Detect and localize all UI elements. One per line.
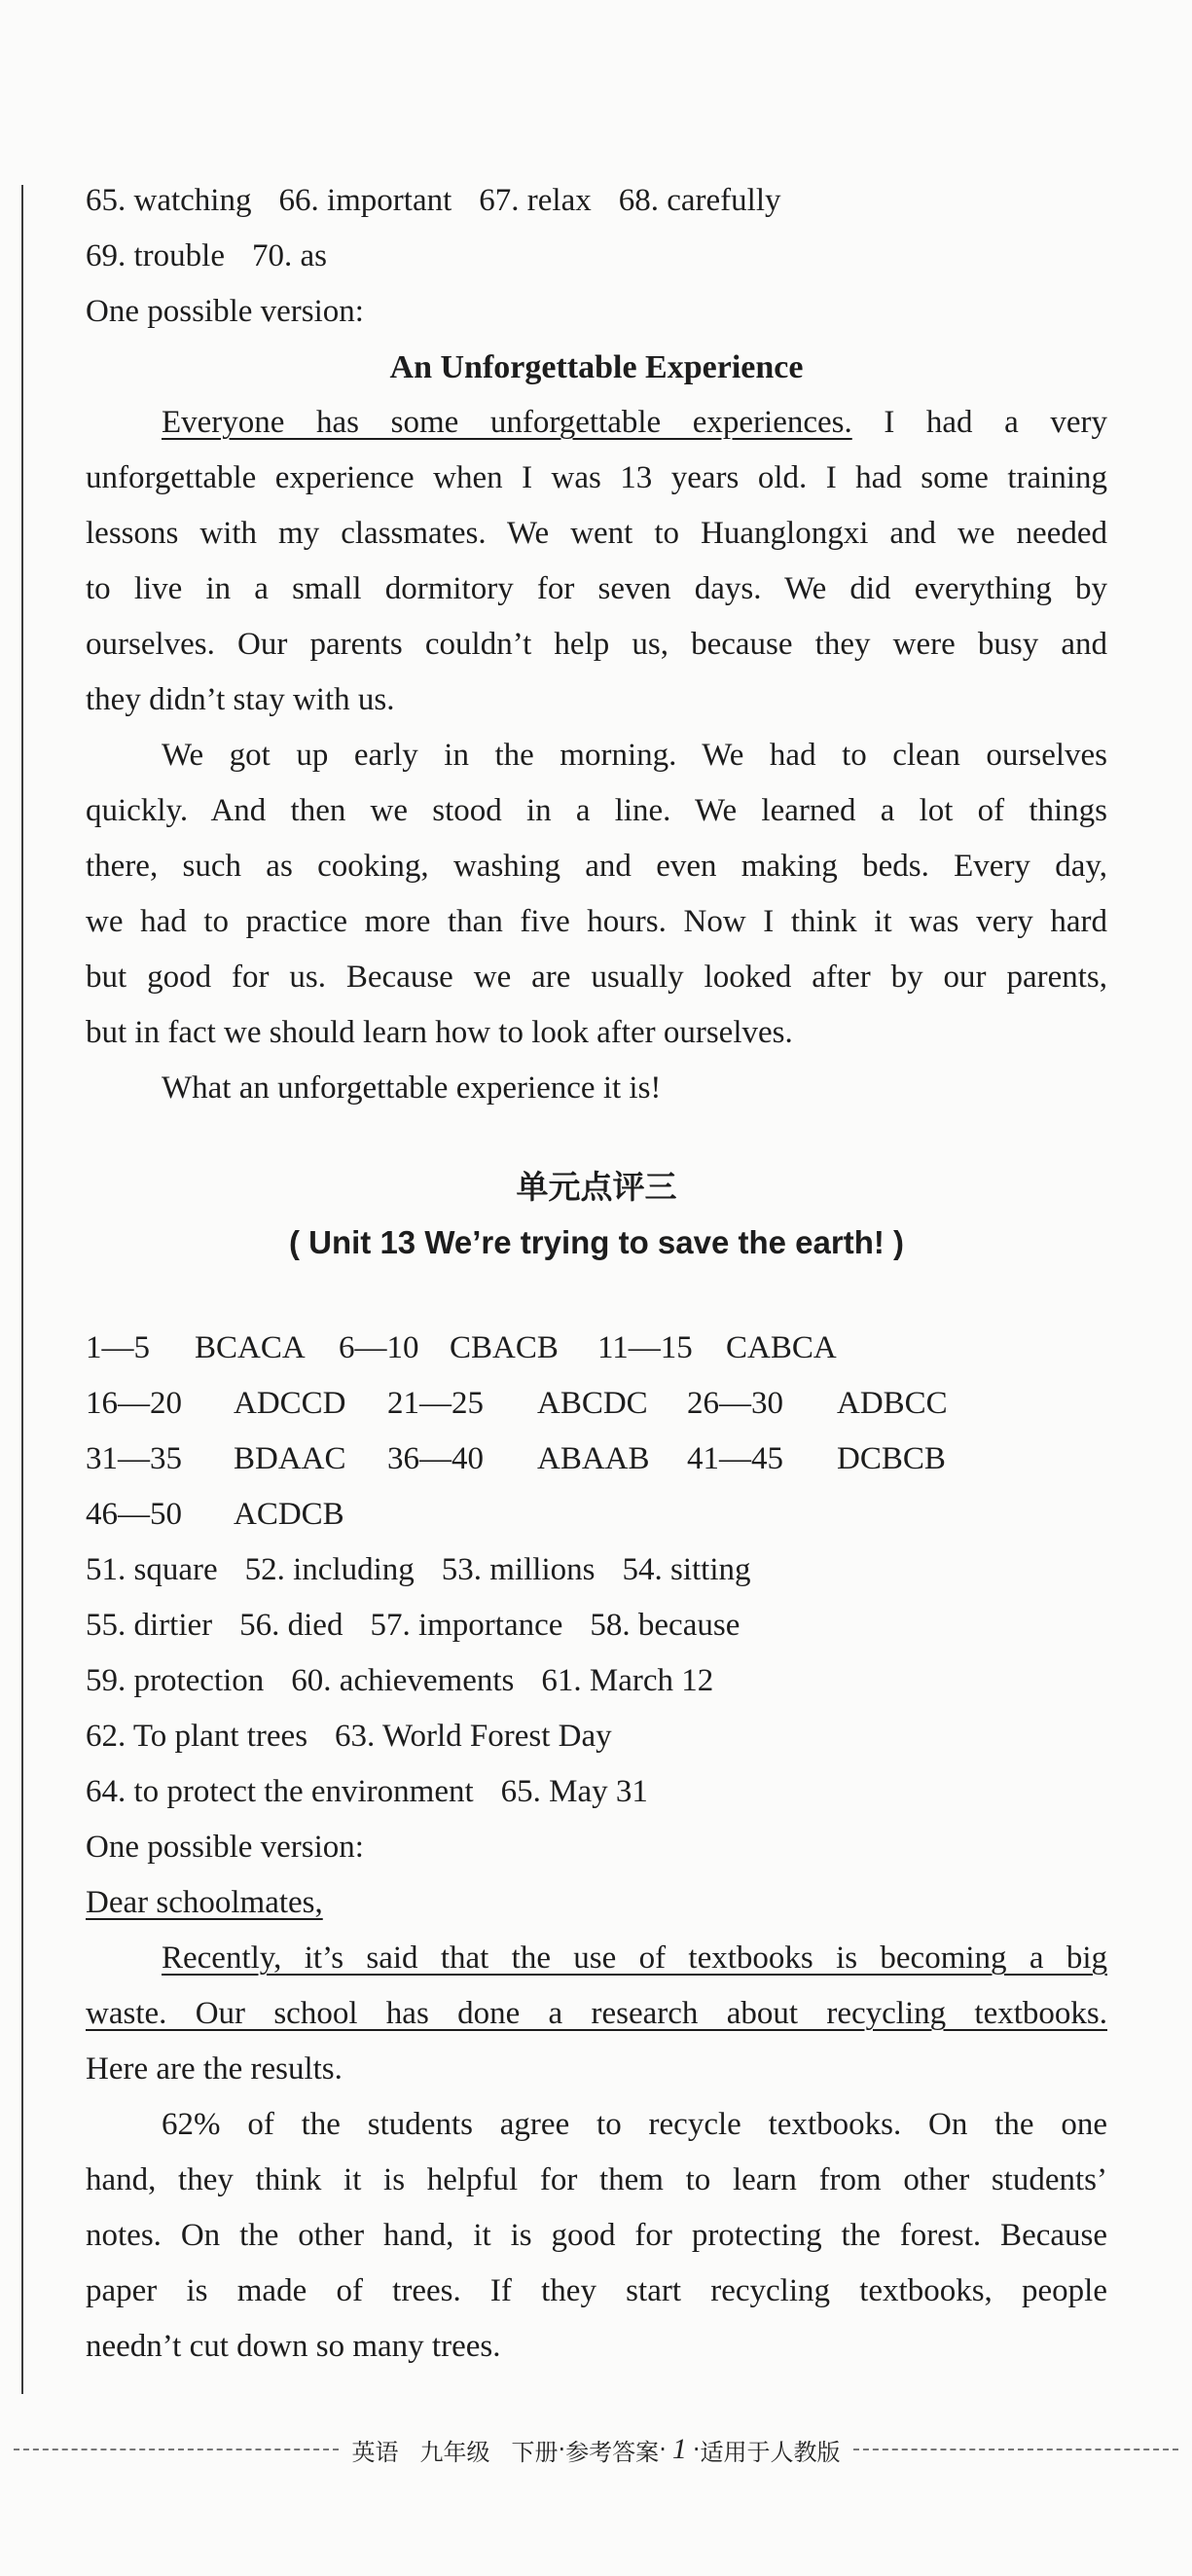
mc-range: 46—50: [86, 1497, 182, 1532]
mc-range: 11—15: [597, 1330, 693, 1365]
fill-answer: 64. to protect the environment: [86, 1774, 474, 1809]
mc-letters: ADCCD: [234, 1386, 346, 1421]
answer-row-69-70: [86, 229, 1107, 284]
version-label: One possible version:: [86, 1830, 364, 1865]
essay-line: to live in a small dormitory for seven days. We did everything by: [86, 571, 1107, 606]
version-label: One possible version:: [86, 294, 364, 329]
fill-answer-row: [86, 1653, 1107, 1709]
mc-answer-row: [86, 1376, 1107, 1432]
underlined-sentence: waste. Our school has done a research about recycling textbooks.: [86, 1996, 1107, 2031]
mc-letters: DCBCB: [837, 1441, 946, 1476]
mc-letters: ADBCC: [837, 1386, 948, 1421]
mc-letters: ACDCB: [234, 1497, 344, 1532]
salutation: Dear schoolmates,: [86, 1885, 323, 1920]
fill-answer: 58. because: [590, 1608, 740, 1643]
underlined-sentence: Recently, it’s said that the use of textbooks is becoming a big: [162, 1941, 1107, 1976]
letter-line: 62% of the students agree to recycle textbooks. On the one: [162, 2107, 1107, 2142]
fill-answer: 53. millions: [441, 1552, 596, 1587]
fill-answer: 60. achievements: [291, 1663, 515, 1698]
essay-line: unforgettable experience when I was 13 years old. I had some training: [86, 460, 1107, 495]
mc-letters: BDAAC: [234, 1441, 346, 1476]
unit-subtitle: ( Unit 13 We’re trying to save the earth! ): [288, 1224, 905, 1260]
mc-range: 1—5: [86, 1330, 150, 1365]
page-content: [86, 173, 1107, 2375]
essay-line: [86, 395, 1107, 451]
unit-review-title: 单元点评三: [516, 1168, 677, 1206]
mc-range: 31—35: [86, 1441, 182, 1476]
letter-line: needn’t cut down so many trees.: [86, 2329, 501, 2364]
mc-answer-row: [86, 1487, 1107, 1542]
mc-answer-row: [86, 1432, 1107, 1487]
page-footer: 英语 九年级 下册 · 参考答案 · 1 · 适用于人教版: [0, 2430, 1192, 2469]
mc-answer-row: [86, 1321, 1107, 1376]
mc-letters: ABCDC: [537, 1386, 648, 1421]
essay-line: but good for us. Because we are usually looked after by our parents,: [86, 960, 1107, 995]
letter-line: paper is made of trees. If they start recycling textbooks, people: [86, 2273, 1107, 2308]
essay-line: What an unforgettable experience it is!: [162, 1070, 662, 1106]
underlined-sentence: Everyone has some unforgettable experiences.: [162, 405, 852, 440]
mc-range: 21—25: [387, 1386, 484, 1421]
answer-68: 68. carefully: [618, 183, 781, 218]
letter-line: [86, 1931, 1107, 1986]
mc-letters: ABAAB: [537, 1441, 650, 1476]
mc-letters: CABCA: [726, 1330, 837, 1365]
fill-answer: 54. sitting: [622, 1552, 751, 1587]
answer-65: 65. watching: [86, 183, 252, 218]
fill-answer: 52. including: [244, 1552, 415, 1587]
fill-answer-row: [86, 1542, 1107, 1598]
answer-67: 67. relax: [479, 183, 592, 218]
footer-dash-left: [14, 2449, 339, 2450]
essay-title: An Unforgettable Experience: [389, 349, 804, 385]
fill-answer: 57. importance: [370, 1608, 563, 1643]
page-number: 1: [671, 2433, 687, 2465]
footer-volume: 下册: [511, 2438, 559, 2466]
mc-range: 36—40: [387, 1441, 484, 1476]
mc-range: 26—30: [687, 1386, 783, 1421]
fill-answer: 55. dirtier: [86, 1608, 213, 1643]
fill-answer: 62. To plant trees: [86, 1719, 308, 1754]
fill-answer: 56. died: [239, 1608, 343, 1643]
answer-70: 70. as: [251, 238, 327, 273]
mc-range: 16—20: [86, 1386, 182, 1421]
footer-dash-right: [853, 2449, 1178, 2450]
fill-answer: 59. protection: [86, 1663, 265, 1698]
fill-answer: 61. March 12: [541, 1663, 714, 1698]
left-margin-rule: [21, 185, 23, 2394]
essay-line: ourselves. Our parents couldn’t help us, because they were busy and: [86, 627, 1107, 662]
fill-answer-row: [86, 1709, 1107, 1764]
footer-subject: 英语: [351, 2438, 399, 2466]
fill-answer: 51. square: [86, 1552, 218, 1587]
answer-69: 69. trouble: [86, 238, 225, 273]
essay-line: we had to practice more than five hours. Now I think it was very hard: [86, 904, 1107, 939]
fill-answer-row: [86, 1598, 1107, 1653]
mc-letters: BCACA: [195, 1330, 306, 1365]
fill-answer: 63. World Forest Day: [335, 1719, 612, 1754]
answer-row-65-68: [86, 173, 1107, 229]
essay-line: quickly. And then we stood in a line. We learned a lot of things: [86, 793, 1107, 828]
essay-line: We got up early in the morning. We had to clean ourselves: [162, 738, 1107, 773]
fill-answer-row: [86, 1764, 1107, 1820]
mc-range: 6—10: [339, 1330, 419, 1365]
mc-letters: CBACB: [450, 1330, 559, 1365]
letter-line: hand, they think it is helpful for them to learn from other students’: [86, 2162, 1107, 2197]
letter-line: [86, 1986, 1107, 2042]
footer-edition: 适用于人教版: [700, 2438, 841, 2466]
letter-line: notes. On the other hand, it is good for protecting the forest. Because: [86, 2218, 1107, 2253]
essay-line: there, such as cooking, washing and even making beds. Every day,: [86, 849, 1107, 884]
essay-line: lessons with my classmates. We went to Huanglongxi and we needed: [86, 516, 1107, 551]
answer-66: 66. important: [278, 183, 452, 218]
essay-line: but in fact we should learn how to look after ourselves.: [86, 1015, 793, 1050]
letter-line: Here are the results.: [86, 2051, 343, 2086]
essay-line-rest: I had a very: [851, 405, 1108, 440]
fill-answer: 65. May 31: [500, 1774, 648, 1809]
mc-range: 41—45: [687, 1441, 783, 1476]
essay-line: they didn’t stay with us.: [86, 682, 395, 717]
footer-answers: 参考答案: [565, 2438, 660, 2466]
footer-grade: 九年级: [419, 2438, 490, 2466]
